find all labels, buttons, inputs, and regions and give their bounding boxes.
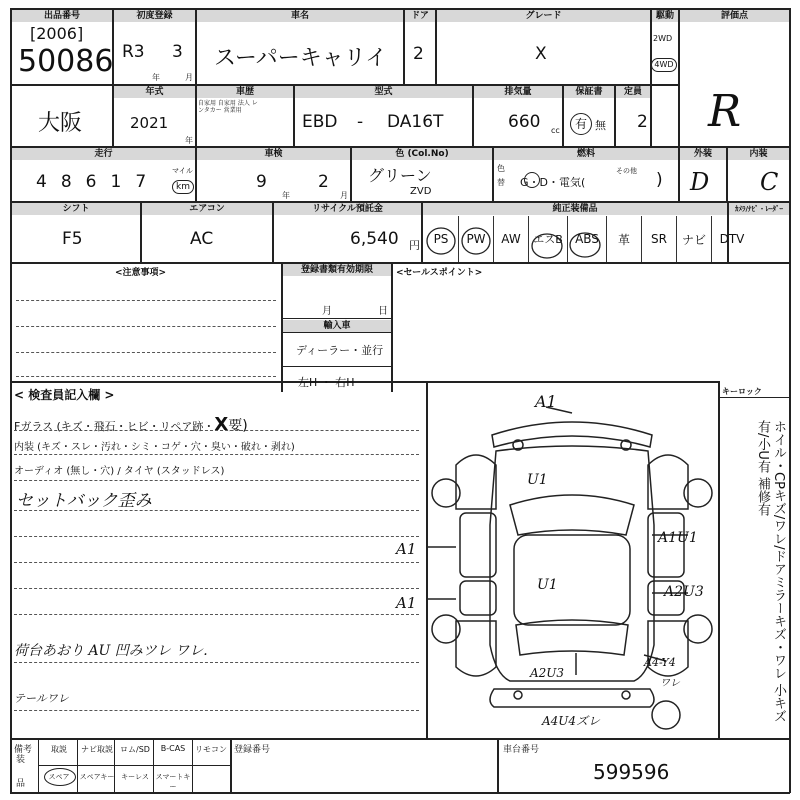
equip-esb: エスB bbox=[529, 216, 568, 262]
equipment-circles bbox=[420, 220, 620, 264]
equip-dtv: DTV bbox=[719, 232, 745, 246]
vline bbox=[650, 8, 652, 146]
bottom-label: キーレス bbox=[121, 773, 149, 781]
history-options: 自家用 自家用 法人 レンタカー 営業用 bbox=[198, 100, 258, 114]
mileage-digit: 6 bbox=[85, 172, 111, 192]
inspector-hand-2: 荷台あおり AU 凹みツレ ワレ. bbox=[14, 643, 208, 659]
bottom-label: スペア bbox=[48, 773, 70, 781]
row-sep-6 bbox=[10, 738, 790, 740]
row-sep-4 bbox=[10, 262, 790, 264]
recycle-value: 6,540 bbox=[350, 229, 399, 249]
bottom-label: スペアキー bbox=[79, 773, 115, 781]
warranty-no: 無 bbox=[595, 119, 606, 132]
fuel-other: その他 bbox=[616, 167, 637, 175]
hdr-year-model: 年式 bbox=[114, 86, 195, 98]
color-side: 色 替 bbox=[497, 164, 505, 187]
vline bbox=[230, 738, 232, 793]
fuel-text: G・D・電気( bbox=[520, 176, 586, 189]
bottom-label: ロム/SD bbox=[120, 745, 150, 754]
shaken-year-label: 年 bbox=[282, 191, 290, 200]
hdr-rating: 評価点 bbox=[680, 10, 789, 22]
bottom-labels-row1 bbox=[40, 744, 230, 755]
car-grade: X bbox=[535, 44, 547, 64]
warranty-yes: 有 bbox=[570, 113, 592, 135]
hdr-fuel: 燃料 bbox=[494, 148, 678, 160]
hdr-accessories: 備考 bbox=[14, 745, 33, 755]
diag-u1-mid: U1 bbox=[537, 577, 558, 593]
hdr-first-reg: 初度登録 bbox=[114, 10, 195, 22]
inspector-line bbox=[14, 562, 419, 563]
bottom-label: B-CAS bbox=[160, 744, 186, 753]
hdr-model: 型式 bbox=[295, 86, 472, 98]
inspector-line bbox=[14, 454, 419, 455]
hline bbox=[282, 332, 392, 333]
diag-a4y4: A4-Y4 bbox=[644, 656, 676, 669]
hdr-shift: シフト bbox=[12, 203, 140, 215]
mileage-digit: 7 bbox=[135, 172, 161, 192]
recycle-unit: 円 bbox=[409, 239, 420, 252]
hdr-inspector: < 検査員記入欄 > bbox=[14, 388, 115, 402]
inspector-line bbox=[14, 614, 419, 615]
hdr-sales-point: <セールスポイント> bbox=[396, 268, 483, 278]
fuel-close: ) bbox=[656, 170, 663, 190]
mileage-digit: 4 bbox=[36, 172, 61, 192]
diag-a2u3-right: A2U3 bbox=[664, 584, 704, 600]
bottom-label: スマートキー bbox=[155, 773, 191, 791]
frame-bottom bbox=[10, 792, 790, 794]
bottom-label: ナビ取説 bbox=[81, 745, 113, 754]
inspector-line bbox=[14, 588, 419, 589]
inspector-line bbox=[14, 536, 419, 537]
hdr-doors: ドア bbox=[405, 10, 435, 22]
hdr-capacity: 定員 bbox=[616, 86, 650, 98]
bottom-first-col: 装 品 bbox=[16, 755, 26, 789]
note-line bbox=[16, 300, 276, 301]
hdr-shaken: 車検 bbox=[197, 148, 350, 160]
hdr-drive: 駆動 bbox=[652, 10, 678, 22]
hdr-reg-no: 登録番号 bbox=[234, 745, 271, 755]
first-reg-year-label: 年 bbox=[152, 73, 160, 82]
hdr-color: 色 (Col.No) bbox=[352, 148, 492, 160]
year-model-value: 2021 bbox=[130, 114, 169, 132]
import-handle: 左H ・ 右H bbox=[298, 376, 355, 389]
equip-sr: SR bbox=[642, 216, 677, 262]
diag-a4u4: A4U4ズレ bbox=[542, 714, 601, 728]
frame-left bbox=[10, 8, 12, 793]
first-reg-month-label: 月 bbox=[185, 73, 193, 82]
rating-score: R bbox=[708, 86, 742, 137]
inspector-line bbox=[14, 510, 419, 511]
diag-a1u1: A1U1 bbox=[658, 530, 698, 546]
glass-text: Fガラス (キズ・飛石・ヒビ・リペア跡・ bbox=[14, 420, 215, 433]
interior-score: C bbox=[760, 168, 779, 196]
color-name: グリーン bbox=[368, 166, 432, 185]
inspector-hand-3: テールワレ bbox=[14, 692, 69, 705]
hdr-aircon: エアコン bbox=[142, 203, 272, 215]
equip-pw: PW bbox=[459, 216, 494, 262]
inspector-hand-1: セットバック歪み bbox=[16, 491, 152, 511]
hdr-chassis: 車台番号 bbox=[503, 745, 540, 755]
row-sep-5 bbox=[10, 381, 718, 383]
mileage-km: km bbox=[172, 180, 194, 194]
bottom-label: リモコン bbox=[195, 745, 227, 754]
hline bbox=[282, 318, 392, 319]
location: 大阪 bbox=[38, 111, 83, 136]
frame-right bbox=[789, 8, 791, 793]
model-code: DA16T bbox=[387, 112, 444, 132]
hdr-interior: 内装 bbox=[728, 148, 789, 160]
diag-a1-left-2: A1 bbox=[396, 594, 417, 612]
shift-value: F5 bbox=[62, 229, 83, 249]
side-notes: ホイル・CPキズ/ワレ/ドアミラーキズ・ワレ 小キズ有/小U有 補修有 bbox=[755, 420, 786, 723]
equip-aw: AW bbox=[494, 216, 529, 262]
glass-x-mark: X bbox=[214, 414, 229, 435]
equip-abs: ABS bbox=[568, 216, 607, 262]
hdr-recycle: リサイクル預託金 bbox=[274, 203, 421, 215]
first-reg-era: R3 bbox=[122, 42, 145, 62]
hline bbox=[38, 765, 230, 766]
car-doors: 2 bbox=[413, 44, 424, 64]
displacement-value: 660 bbox=[508, 112, 541, 132]
hdr-car-name: 車名 bbox=[197, 10, 403, 22]
first-reg-num: 3 bbox=[172, 42, 183, 62]
shaken-month: 2 bbox=[318, 172, 329, 192]
hdr-warranty: 保証書 bbox=[564, 86, 614, 98]
hline bbox=[718, 397, 790, 398]
shaken-year: 9 bbox=[256, 172, 267, 192]
vline bbox=[678, 8, 680, 146]
drive-2wd: 2WD bbox=[653, 34, 673, 43]
diag-a1-left-1: A1 bbox=[396, 540, 417, 558]
chassis-number: 599596 bbox=[593, 760, 670, 784]
reg-doc-month: 月 bbox=[322, 306, 332, 317]
hdr-notes: <注意事項> bbox=[115, 268, 167, 278]
diag-a2u3-bottom: A2U3 bbox=[530, 666, 565, 680]
inspector-line bbox=[14, 662, 419, 663]
note-line bbox=[16, 352, 276, 353]
spare-circle bbox=[44, 768, 76, 786]
hdr-grade: グレード bbox=[437, 10, 650, 22]
fuel-g-circle bbox=[524, 172, 540, 188]
exterior-score: D bbox=[690, 168, 710, 196]
color-code: ZVD bbox=[410, 186, 432, 197]
drive-4wd: 4WD bbox=[651, 58, 677, 72]
lot-year-tag: [2006] bbox=[30, 24, 84, 43]
lot-number: 50086 bbox=[18, 44, 114, 79]
inspector-glass bbox=[14, 414, 248, 435]
model-dash: - bbox=[357, 112, 364, 132]
hdr-displacement: 排気量 bbox=[474, 86, 562, 98]
hdr-key: キーロック bbox=[722, 387, 762, 396]
inspector-line bbox=[14, 710, 419, 711]
shaken-month-label: 月 bbox=[340, 191, 348, 200]
hdr-history: 車歴 bbox=[197, 86, 293, 98]
inspector-audio: オーディオ (無し・穴) / タイヤ (スタッドレス) bbox=[14, 466, 225, 477]
note-line bbox=[16, 326, 276, 327]
bottom-label: 取説 bbox=[51, 745, 67, 754]
hdr-equipment: 純正装備品 bbox=[423, 203, 727, 215]
equip-ps: PS bbox=[424, 216, 459, 262]
mileage-mile: マイル bbox=[172, 167, 193, 175]
hdr-reg-doc: 登録書類有効期限 bbox=[283, 264, 391, 276]
capacity-value: 2 bbox=[637, 112, 648, 132]
mileage-digit: 8 bbox=[60, 172, 86, 192]
vline bbox=[718, 381, 720, 738]
car-name: スーパーキャリイ bbox=[214, 46, 388, 71]
hdr-mileage: 走行 bbox=[12, 148, 195, 160]
equip-leather: 革 bbox=[607, 216, 642, 262]
displacement-unit: cc bbox=[551, 126, 560, 135]
inspector-line bbox=[14, 430, 419, 431]
vline bbox=[497, 738, 499, 793]
import-dealer: ディーラー・並行 bbox=[296, 344, 384, 357]
reg-doc-day: 日 bbox=[378, 306, 388, 317]
diag-a1-top: A1 bbox=[535, 392, 557, 411]
glass-req: 要) bbox=[228, 418, 248, 434]
year-model-suffix: 年 bbox=[185, 136, 193, 145]
note-line bbox=[16, 376, 276, 377]
mileage-digits bbox=[36, 172, 160, 192]
hdr-camera: ｶﾒﾗ/ﾅﾋﾞ・ﾚｰﾀﾞｰ bbox=[729, 203, 789, 215]
aircon-value: AC bbox=[190, 229, 214, 249]
hline bbox=[282, 366, 392, 367]
model-prefix: EBD bbox=[302, 112, 338, 132]
hdr-import: 輸入車 bbox=[283, 320, 391, 332]
hdr-lot: 出品番号 bbox=[12, 10, 112, 22]
vline bbox=[391, 262, 393, 392]
equip-navi: ナビ bbox=[677, 216, 712, 262]
mileage-digit: 1 bbox=[110, 172, 136, 192]
hdr-exterior: 外装 bbox=[680, 148, 726, 160]
inspector-interior: 内装 (キズ・スレ・汚れ・シミ・コゲ・穴・臭い・破れ・剥れ) bbox=[14, 442, 295, 453]
diag-u1-top: U1 bbox=[527, 472, 548, 488]
inspector-line bbox=[14, 480, 419, 481]
diag-wa: ワレ bbox=[660, 678, 680, 689]
